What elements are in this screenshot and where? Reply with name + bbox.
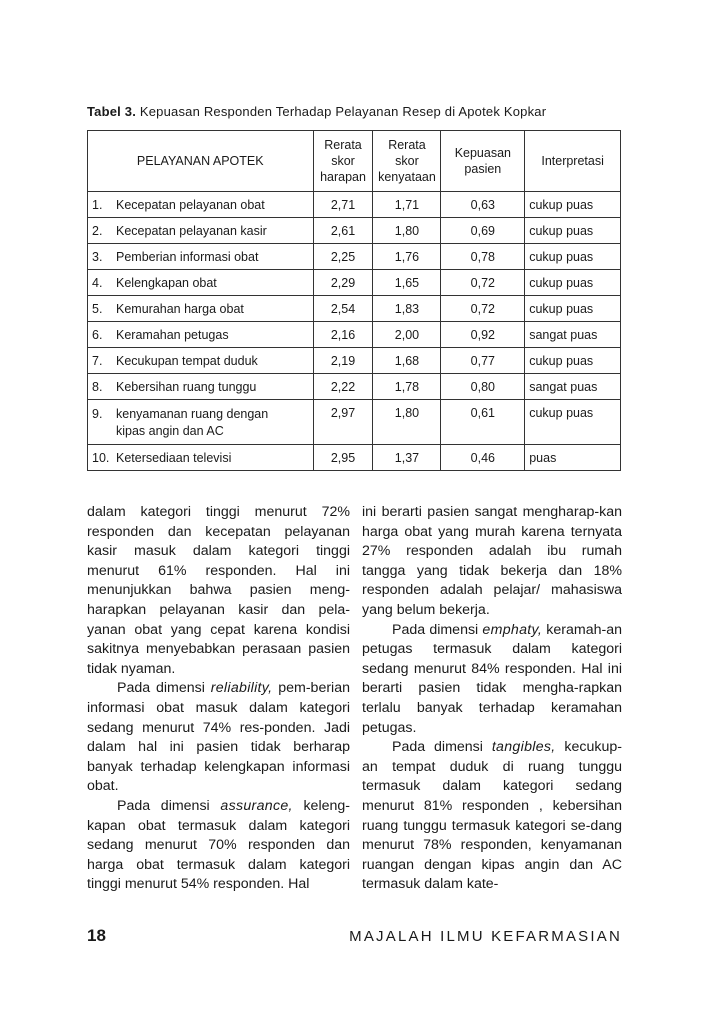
row-number: 10.: [92, 450, 110, 465]
cell-kenyataan: 1,78: [373, 374, 441, 400]
row-number: 5.: [92, 301, 103, 316]
cell-kenyataan: 1,80: [373, 400, 441, 445]
term: tangibles,: [491, 739, 556, 756]
row-label: Kecepatan pelayanan obat: [116, 197, 265, 212]
paragraph-text: Pada dimensi: [117, 680, 211, 697]
row-item: [88, 296, 314, 322]
row-label: Kebersihan ruang tunggu: [116, 379, 257, 394]
body-column-right: [362, 503, 622, 895]
cell-harapan: 2,71: [313, 192, 373, 218]
table-header-row: [88, 131, 621, 192]
cell-kepuasan: 0,69: [441, 218, 525, 244]
cell-interpretasi: puas: [525, 445, 621, 471]
row-item: [88, 270, 314, 296]
paragraph-text: kecukup-an tempat duduk di ruang tunggu termasuk dalam kategori sedang menurut 81% responden , kebersihan ruang tunggu termasuk kategori se-dang menurut 78% responden, kenyamanan ruangan dengan kipas angin dan AC termasuk dalam kate-: [362, 739, 623, 893]
table-caption-text: Kepuasan Responden Terhadap Pelayanan Resep di Apotek Kopkar: [139, 104, 547, 119]
cell-harapan: 2,54: [313, 296, 373, 322]
cell-harapan: 2,19: [313, 348, 373, 374]
paragraph: [362, 621, 622, 739]
row-label: Kelengkapan obat: [116, 275, 217, 290]
row-label: Ketersediaan televisi: [116, 450, 232, 465]
cell-harapan: 2,97: [313, 400, 373, 445]
cell-kenyataan: 1,37: [373, 445, 441, 471]
paragraph-text: pem-berian informasi obat masuk dalam kategori sedang menurut 74% res-ponden. Jadi dalam hal ini pasien tidak berharap banyak terhadap kelengkapan informasi obat.: [87, 680, 350, 795]
row-label: Pemberian informasi obat: [116, 249, 259, 264]
paragraph: [87, 679, 350, 797]
satisfaction-table: [87, 130, 621, 471]
header-pelayanan: PELAYANAN APOTEK: [88, 131, 314, 192]
row-item: [88, 218, 314, 244]
cell-kenyataan: 2,00: [373, 322, 441, 348]
table-row: [88, 400, 621, 445]
term: assurance,: [220, 797, 293, 814]
row-label: Kecukupan tempat duduk: [116, 353, 258, 368]
paragraph-text: Pada dimensi: [392, 621, 483, 638]
cell-harapan: 2,22: [313, 374, 373, 400]
cell-harapan: 2,16: [313, 322, 373, 348]
row-item: [88, 348, 314, 374]
row-number: 7.: [92, 353, 103, 368]
cell-kepuasan: 0,63: [441, 192, 525, 218]
term: reliability,: [210, 680, 273, 697]
cell-kepuasan: 0,72: [441, 270, 525, 296]
page-number: 18: [87, 926, 106, 945]
table-row: [88, 218, 621, 244]
cell-interpretasi: cukup puas: [525, 296, 621, 322]
row-number: 4.: [92, 275, 103, 290]
table-row: [88, 445, 621, 471]
cell-interpretasi: cukup puas: [525, 218, 621, 244]
cell-interpretasi: cukup puas: [525, 348, 621, 374]
journal-title: MAJALAH ILMU KEFARMASIAN: [349, 928, 622, 945]
cell-kepuasan: 0,46: [441, 445, 525, 471]
row-item: [88, 445, 314, 471]
header-harapan: Rerata skor harapan: [313, 131, 373, 192]
row-number: 2.: [92, 223, 103, 238]
cell-interpretasi: cukup puas: [525, 270, 621, 296]
row-number: 8.: [92, 379, 103, 394]
table-row: [88, 192, 621, 218]
row-number: 3.: [92, 249, 103, 264]
table-caption-label: Tabel 3.: [87, 104, 137, 119]
cell-kepuasan: 0,92: [441, 322, 525, 348]
row-item: [88, 374, 314, 400]
header-kenyataan: Rerata skor kenyataan: [373, 131, 441, 192]
row-item: [88, 244, 314, 270]
cell-interpretasi: sangat puas: [525, 322, 621, 348]
header-kepuasan: Kepuasan pasien: [441, 131, 525, 192]
row-number: 1.: [92, 197, 103, 212]
cell-harapan: 2,29: [313, 270, 373, 296]
cell-interpretasi: sangat puas: [525, 374, 621, 400]
row-number: 9.: [92, 407, 103, 421]
table-row: [88, 244, 621, 270]
term: emphaty,: [482, 621, 543, 638]
paragraph-text: Pada dimensi: [117, 797, 221, 814]
row-item: [88, 400, 314, 445]
cell-harapan: 2,61: [313, 218, 373, 244]
cell-interpretasi: cukup puas: [525, 192, 621, 218]
paragraph: [87, 797, 350, 895]
table-row: [88, 296, 621, 322]
row-number: 6.: [92, 327, 103, 342]
cell-interpretasi: cukup puas: [525, 400, 621, 445]
table-caption: [87, 104, 647, 119]
cell-interpretasi: cukup puas: [525, 244, 621, 270]
cell-kepuasan: 0,77: [441, 348, 525, 374]
body-column-left: [87, 503, 350, 895]
cell-kepuasan: 0,80: [441, 374, 525, 400]
cell-kenyataan: 1,65: [373, 270, 441, 296]
cell-kenyataan: 1,68: [373, 348, 441, 374]
row-label: Kecepatan pelayanan kasir: [116, 223, 267, 238]
paragraph: dalam kategori tinggi menurut 72% responden dan kecepatan pelayanan kasir masuk dalam kategori tinggi menurut 61% responden. Hal ini menunjukkan bahwa pasien meng-harapkan pelayanan kasir dan pela-yanan obat yang cepat karena kondisi sakitnya menyebabkan perasaan pasien tidak nyaman.: [87, 504, 350, 677]
paragraph: [362, 738, 622, 895]
cell-kenyataan: 1,83: [373, 296, 441, 322]
row-label: Keramahan petugas: [116, 327, 229, 342]
table-row: [88, 322, 621, 348]
row-label: kenyamanan ruang dengan kipas angin dan AC: [116, 407, 269, 438]
row-label: Kemurahan harga obat: [116, 301, 244, 316]
table-row: [88, 374, 621, 400]
row-item: [88, 322, 314, 348]
row-item: [88, 192, 314, 218]
paragraph-text: keramah-an petugas termasuk dalam kategori sedang menurut 84% responden. Hal ini berarti pasien tidak mengha-rapkan terlalu banyak terhadap keramahan petugas.: [362, 621, 622, 736]
header-interpretasi: Interpretasi: [525, 131, 621, 192]
table-row: [88, 270, 621, 296]
cell-kenyataan: 1,71: [373, 192, 441, 218]
cell-harapan: 2,95: [313, 445, 373, 471]
cell-kenyataan: 1,80: [373, 218, 441, 244]
paragraph-text: keleng-kapan obat termasuk dalam kategori sedang menurut 70% responden dan harga obat termasuk dalam kategori tinggi menurut 54% responden. Hal: [87, 797, 350, 893]
cell-kenyataan: 1,76: [373, 244, 441, 270]
cell-kepuasan: 0,72: [441, 296, 525, 322]
paragraph: ini berarti pasien sangat mengharap-kan harga obat yang murah karena ternyata 27% responden adalah ibu rumah tangga yang tidak bekerja dan 18% responden adalah pelajar/ mahasiswa yang belum bekerja.: [362, 504, 622, 618]
table-row: [88, 348, 621, 374]
cell-kepuasan: 0,61: [441, 400, 525, 445]
cell-kepuasan: 0,78: [441, 244, 525, 270]
cell-harapan: 2,25: [313, 244, 373, 270]
paragraph-text: Pada dimensi: [392, 739, 492, 756]
